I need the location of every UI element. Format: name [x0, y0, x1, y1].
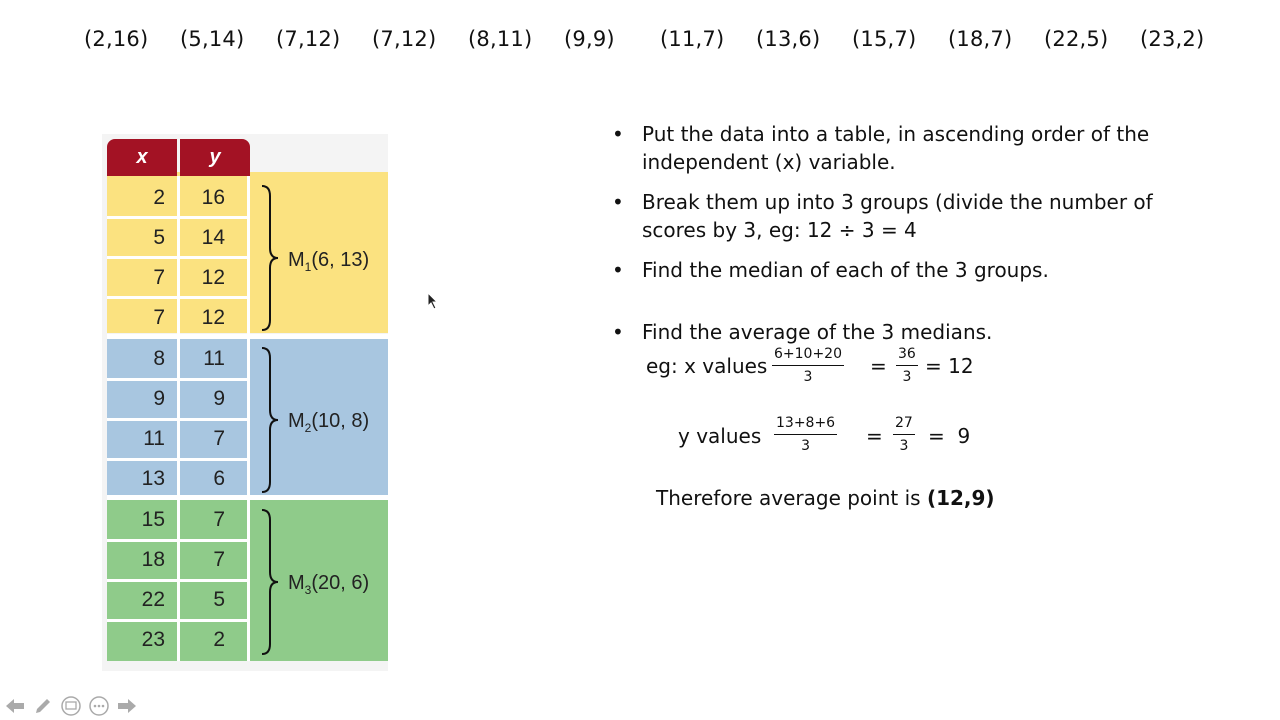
cell-y: 7: [213, 548, 225, 571]
fraction-denominator: 3: [801, 438, 810, 454]
slide-toolbar: [4, 694, 138, 718]
cell-x: 2: [153, 186, 165, 209]
equals-sign: =: [866, 424, 883, 448]
cell-x: 22: [141, 588, 165, 611]
data-table: [102, 134, 388, 671]
coordinate: (11,7): [660, 27, 725, 51]
y-result: = 9: [928, 424, 971, 448]
cell-y: 5: [213, 588, 225, 611]
fraction-denominator: 3: [902, 369, 912, 385]
cell-y: 2: [213, 628, 225, 651]
bullet: •: [612, 320, 624, 344]
conclusion-label: Therefore average point is: [656, 486, 927, 510]
cell-x: 8: [153, 347, 165, 370]
x-total-fraction: [896, 346, 918, 385]
brace-icon: [260, 184, 282, 332]
coordinate: (23,2): [1140, 27, 1205, 51]
cell-x: 23: [141, 628, 165, 651]
cell-x: 15: [141, 508, 165, 531]
cell-x: 9: [153, 387, 165, 410]
fraction-numerator: 6+10+20: [772, 346, 844, 366]
coordinate: (2,16): [84, 27, 149, 51]
conclusion-text: [656, 486, 995, 510]
cell-y: 12: [201, 266, 225, 289]
cell-x: 18: [141, 548, 165, 571]
coordinate: (13,6): [756, 27, 821, 51]
x-result: = 12: [925, 354, 974, 378]
brace-icon: [260, 508, 282, 656]
cell-y: 14: [201, 226, 225, 249]
y-total-fraction: [893, 415, 915, 454]
coordinate: (7,12): [276, 27, 341, 51]
bullet-text: independent (x) variable.: [642, 150, 896, 174]
bullet: •: [612, 122, 624, 146]
coordinate: (5,14): [180, 27, 245, 51]
forward-arrow-icon[interactable]: [116, 695, 138, 717]
coordinate: (22,5): [1044, 27, 1109, 51]
x-values-label: eg: x values: [646, 354, 768, 378]
brace-icon: [260, 346, 282, 494]
cell-y: 6: [213, 467, 225, 490]
coordinate-list: [0, 27, 1280, 57]
median-label: $M_3(20$, 6): [288, 572, 370, 597]
cell-x: 11: [143, 427, 165, 450]
coordinate: (15,7): [852, 27, 917, 51]
cell-y: 11: [203, 347, 225, 370]
fraction-numerator: 13+8+6: [774, 415, 837, 435]
y-sum-fraction: [774, 415, 837, 454]
cell-y: 7: [213, 508, 225, 531]
bullet: •: [612, 258, 624, 282]
cell-x: 5: [153, 226, 165, 249]
cursor-icon: [427, 292, 439, 310]
cell-y: 12: [201, 306, 225, 329]
cell-y: 9: [213, 387, 225, 410]
bullet-text: Break them up into 3 groups (divide the number of: [642, 190, 1153, 214]
median-label: $M_2(10$, 8): [288, 410, 370, 435]
coordinate: (9,9): [564, 27, 615, 51]
bullet-text: scores by 3, eg: 12 ÷ 3 = 4: [642, 218, 917, 242]
y-values-label: y values: [678, 424, 762, 448]
bullet: •: [612, 190, 624, 214]
cell-y: 16: [201, 186, 225, 209]
slide-icon[interactable]: [60, 695, 82, 717]
median-label: $M_1(6$, 13): [288, 249, 370, 274]
fraction-numerator: 36: [896, 346, 918, 366]
bullet-text: Put the data into a table, in ascending order of the: [642, 122, 1150, 146]
x-sum-fraction: [772, 346, 844, 385]
more-icon[interactable]: [88, 695, 110, 717]
column-header-x: x: [107, 139, 177, 176]
average-point: (12,9): [926, 486, 995, 510]
bullet-text: Find the average of the 3 medians.: [642, 320, 993, 344]
bullet-text: Find the median of each of the 3 groups.: [642, 258, 1049, 282]
coordinate: (18,7): [948, 27, 1013, 51]
back-arrow-icon[interactable]: [4, 695, 26, 717]
cell-x: 7: [153, 266, 165, 289]
cell-x: 7: [153, 306, 165, 329]
equals-sign: =: [870, 354, 887, 378]
coordinate: (8,11): [468, 27, 533, 51]
cell-y: 7: [213, 427, 225, 450]
fraction-denominator: 3: [803, 369, 813, 385]
pen-icon[interactable]: [32, 695, 54, 717]
column-header-y: y: [180, 139, 250, 176]
coordinate: (7,12): [372, 27, 437, 51]
cell-x: 13: [141, 467, 165, 490]
fraction-numerator: 27: [893, 415, 915, 435]
fraction-denominator: 3: [899, 438, 909, 454]
